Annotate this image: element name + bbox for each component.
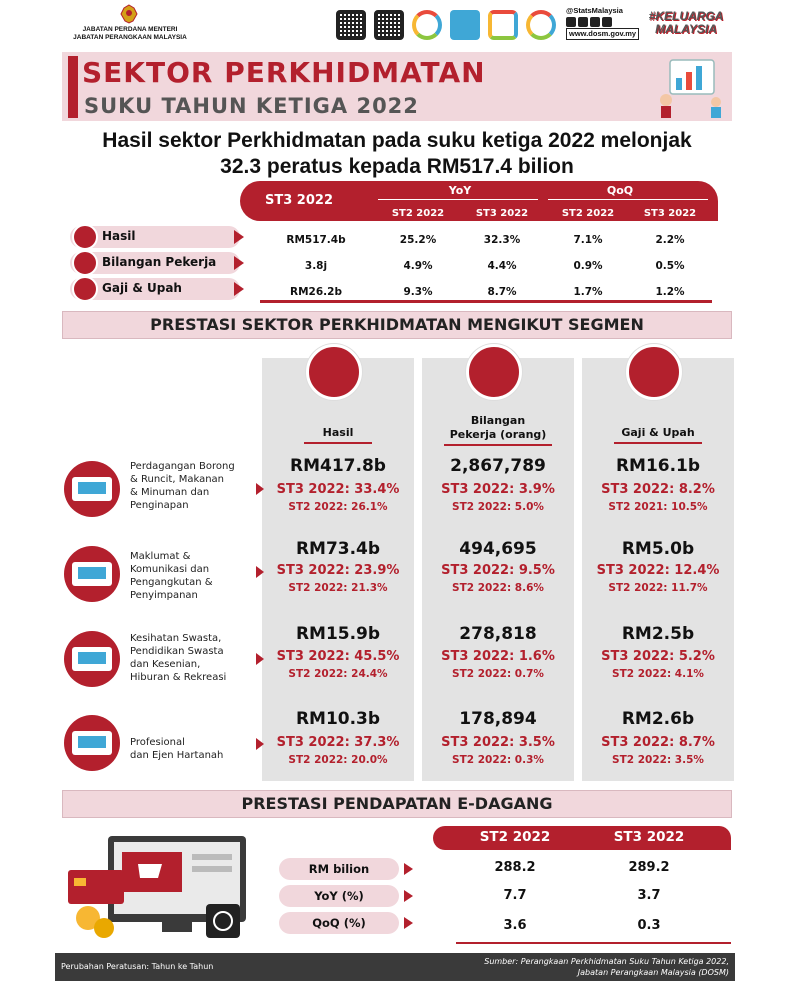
segment-st3-change: ST3 2022: 5.2% <box>601 649 715 664</box>
segment-label-line: Maklumat & <box>130 551 191 562</box>
summary-row-label <box>70 252 240 274</box>
banner-accent-bar <box>68 56 78 118</box>
segment-st3-change: ST3 2022: 12.4% <box>596 563 720 578</box>
segment-st2-change: ST2 2021: 10.5% <box>608 501 708 513</box>
summary-cell: 0.9% <box>573 260 603 272</box>
page-title: SEKTOR PERKHIDMATAN <box>82 56 486 89</box>
edagang-column-header: ST2 2022 <box>479 829 551 845</box>
summary-cell: 2.2% <box>655 234 685 246</box>
column-header-hasil <box>262 426 414 440</box>
summary-cell: 1.7% <box>573 286 603 298</box>
hies-logo-icon <box>450 10 480 40</box>
segment-st2-change: ST2 2022: 8.6% <box>452 582 544 594</box>
website-link[interactable]: www.dosm.gov.my <box>566 28 639 40</box>
yoy-group-label: YoY <box>448 184 472 197</box>
edagang-column-header: ST3 2022 <box>613 829 685 845</box>
summary-cell: 8.7% <box>487 286 517 298</box>
segment-value: RM2.5b <box>621 624 695 644</box>
segment-label <box>130 550 262 602</box>
segment-value: 178,894 <box>459 709 537 729</box>
sub-column-header: ST2 2022 <box>561 208 615 219</box>
segment-st3-change: ST3 2022: 8.7% <box>601 735 715 750</box>
row-label-text: Hasil <box>102 229 136 243</box>
edagang-value: 3.7 <box>637 888 661 903</box>
edagang-row-label: YoY (%) <box>279 885 399 907</box>
headline-line-1: Hasil sektor Perkhidmatan pada suku ketiga 2022 melonjak <box>102 129 692 152</box>
instagram-icon[interactable] <box>566 17 576 27</box>
communication-transport-icon <box>64 546 120 602</box>
arrow-right-icon <box>404 890 413 902</box>
segment-st2-change: ST2 2022: 21.3% <box>288 582 388 594</box>
headline <box>0 128 794 180</box>
segment-st3-change: ST3 2022: 8.2% <box>601 482 715 497</box>
segment-st3-change: ST3 2022: 1.6% <box>441 649 555 664</box>
edagang-value: 289.2 <box>628 860 670 875</box>
summary-cell: 4.9% <box>403 260 433 272</box>
yoy-divider <box>378 199 538 200</box>
segment-st2-change: ST2 2022: 3.5% <box>612 754 704 766</box>
segment-label-line: Hiburan & Rekreasi <box>130 672 227 683</box>
summary-row-label <box>70 278 240 300</box>
census-logo-icon <box>488 10 518 40</box>
arrow-right-icon <box>234 230 244 244</box>
segment-value: RM2.6b <box>621 709 695 729</box>
page-subtitle: SUKU TAHUN KETIGA 2022 <box>84 94 419 118</box>
arrow-right-icon <box>234 282 244 296</box>
segment-value: RM16.1b <box>615 456 701 476</box>
facebook-icon[interactable] <box>578 17 588 27</box>
sub-column-header: ST2 2022 <box>391 208 445 219</box>
column-header-rule <box>304 442 372 444</box>
column-header-line: Bilangan <box>470 414 526 427</box>
qr-code-icon[interactable] <box>374 10 404 40</box>
anniversary-logo-icon <box>412 10 442 40</box>
segment-st2-change: ST2 2022: 0.3% <box>452 754 544 766</box>
qr-code-icon[interactable] <box>336 10 366 40</box>
segment-st2-change: ST2 2022: 11.7% <box>608 582 708 594</box>
column-header-rule <box>444 444 552 446</box>
segment-st3-change: ST3 2022: 23.9% <box>276 563 400 578</box>
segment-label <box>130 460 262 512</box>
summary-cell: 4.4% <box>487 260 517 272</box>
top-header <box>0 0 794 50</box>
workers-icon <box>72 250 98 276</box>
segment-label-line: & Minuman dan <box>130 487 210 498</box>
segment-value: RM15.9b <box>295 624 381 644</box>
segment-value: RM10.3b <box>295 709 381 729</box>
campaign-line-2: MALAYSIA <box>655 22 717 36</box>
arrow-right-icon <box>404 917 413 929</box>
segment-value: RM5.0b <box>621 539 695 559</box>
segment-st2-change: ST2 2022: 20.0% <box>288 754 388 766</box>
edagang-section-title: PRESTASI PENDAPATAN E-DAGANG <box>62 790 732 818</box>
edagang-value: 0.3 <box>637 918 661 933</box>
segment-label-line: Penginapan <box>130 500 189 511</box>
segment-st2-change: ST2 2022: 26.1% <box>288 501 388 513</box>
segment-st2-change: ST2 2022: 5.0% <box>452 501 544 513</box>
segment-value: 2,867,789 <box>450 456 546 476</box>
segment-st3-change: ST3 2022: 3.9% <box>441 482 555 497</box>
summary-cell: 1.2% <box>655 286 685 298</box>
segment-label <box>130 736 262 762</box>
segment-st2-change: ST2 2022: 24.4% <box>288 668 388 680</box>
retail-store-icon <box>64 461 120 517</box>
summary-value: RM517.4b <box>286 234 346 246</box>
social-handle[interactable]: @StatsMalaysia <box>566 6 623 15</box>
revenue-chart-icon <box>306 344 362 400</box>
edagang-bottom-rule <box>456 942 731 944</box>
segment-label-line: Profesional <box>130 737 185 748</box>
segment-st3-change: ST3 2022: 37.3% <box>276 735 400 750</box>
segment-label-line: Komunikasi dan <box>130 564 210 575</box>
segment-value: 278,818 <box>459 624 537 644</box>
segment-st2-change: ST2 2022: 4.1% <box>612 668 704 680</box>
ecommerce-illustration-icon <box>66 830 256 942</box>
summary-cell: 25.2% <box>399 234 437 246</box>
partner-logos <box>336 8 556 42</box>
edagang-row-label: RM bilion <box>279 858 399 880</box>
campaign-logo <box>640 10 732 36</box>
edagang-value: 3.6 <box>503 918 527 933</box>
row-label-text: Bilangan Pekerja <box>102 255 217 269</box>
campaign-line-1: #KELUARGA <box>648 9 724 23</box>
segment-label-line: Pengangkutan & <box>130 577 213 588</box>
summary-main-column: ST3 2022 <box>265 193 333 208</box>
headline-line-2: 32.3 peratus kepada RM517.4 bilion <box>220 155 574 178</box>
segment-label-line: dan Kesenian, <box>130 659 201 670</box>
agency-name <box>70 26 190 42</box>
summary-cell: 9.3% <box>403 286 433 298</box>
segment-label <box>130 632 262 684</box>
summary-cell: 0.5% <box>655 260 685 272</box>
edagang-table-header <box>433 826 731 850</box>
segments-section-title: PRESTASI SEKTOR PERKHIDMATAN MENGIKUT SEGMEN <box>62 311 732 339</box>
arrow-right-icon <box>404 863 413 875</box>
segment-st3-change: ST3 2022: 3.5% <box>441 735 555 750</box>
column-header-gaji <box>582 426 734 440</box>
segment-st3-change: ST3 2022: 9.5% <box>441 563 555 578</box>
revenue-icon <box>72 224 98 250</box>
footer-source-line: Sumber: Perangkaan Perkhidmatan Suku Tahun Ketiga 2022, <box>484 957 729 966</box>
column-header-line: Pekerja (orang) <box>449 428 547 441</box>
segment-label-line: Kesihatan Swasta, <box>130 633 222 644</box>
summary-row-label <box>70 226 240 248</box>
house-gavel-icon <box>64 715 120 771</box>
footer-source <box>484 956 729 978</box>
summary-value: 3.8j <box>304 260 328 272</box>
edagang-value: 7.7 <box>503 888 527 903</box>
footer-source-line: Jabatan Perangkaan Malaysia (DOSM) <box>577 968 729 977</box>
health-education-icon <box>64 631 120 687</box>
segment-label-line: Penyimpanan <box>130 590 198 601</box>
agency-line-1: JABATAN PERDANA MENTERI <box>82 26 178 33</box>
segment-label-line: & Runcit, Makanan <box>130 474 225 485</box>
money-cards-icon <box>626 344 682 400</box>
segment-value: 494,695 <box>459 539 537 559</box>
sub-column-header: ST3 2022 <box>475 208 529 219</box>
segment-label-line: Pendidikan Swasta <box>130 646 224 657</box>
segment-label-line: Perdagangan Borong <box>130 461 235 472</box>
column-header-rule <box>614 442 702 444</box>
social-media-block <box>566 6 639 40</box>
segment-value: RM417.8b <box>290 456 386 476</box>
summary-table-header <box>240 181 718 221</box>
segment-value: RM73.4b <box>295 539 381 559</box>
sub-column-header: ST3 2022 <box>643 208 697 219</box>
sdg-wheel-icon <box>526 10 556 40</box>
qoq-group-label: QoQ <box>606 184 634 197</box>
twitter-icon[interactable] <box>590 17 600 27</box>
segment-st3-change: ST3 2022: 45.5% <box>276 649 400 664</box>
segment-st3-change: ST3 2022: 33.4% <box>276 482 400 497</box>
edagang-value: 288.2 <box>494 860 536 875</box>
workers-group-icon <box>466 344 522 400</box>
qoq-divider <box>548 199 708 200</box>
youtube-icon[interactable] <box>602 17 612 27</box>
column-header-pekerja <box>422 414 574 442</box>
summary-cell: 7.1% <box>573 234 603 246</box>
segment-label-line: dan Ejen Hartanah <box>130 750 224 761</box>
arrow-right-icon <box>234 256 244 270</box>
column-header-line: Gaji & Upah <box>621 426 695 439</box>
wages-icon <box>72 276 98 302</box>
segment-st2-change: ST2 2022: 0.7% <box>452 668 544 680</box>
summary-cell: 32.3% <box>483 234 521 246</box>
row-label-text: Gaji & Upah <box>102 281 182 295</box>
summary-bottom-rule <box>260 300 712 303</box>
title-banner <box>62 49 732 121</box>
coat-of-arms-icon <box>118 4 140 24</box>
footer-note: Perubahan Peratusan: Tahun ke Tahun <box>61 962 214 971</box>
analytics-illustration-icon <box>656 56 726 118</box>
agency-line-2: JABATAN PERANGKAAN MALAYSIA <box>73 34 187 41</box>
column-header-line: Hasil <box>322 426 354 439</box>
summary-value: RM26.2b <box>290 286 342 298</box>
edagang-row-label: QoQ (%) <box>279 912 399 934</box>
footer <box>55 953 735 981</box>
